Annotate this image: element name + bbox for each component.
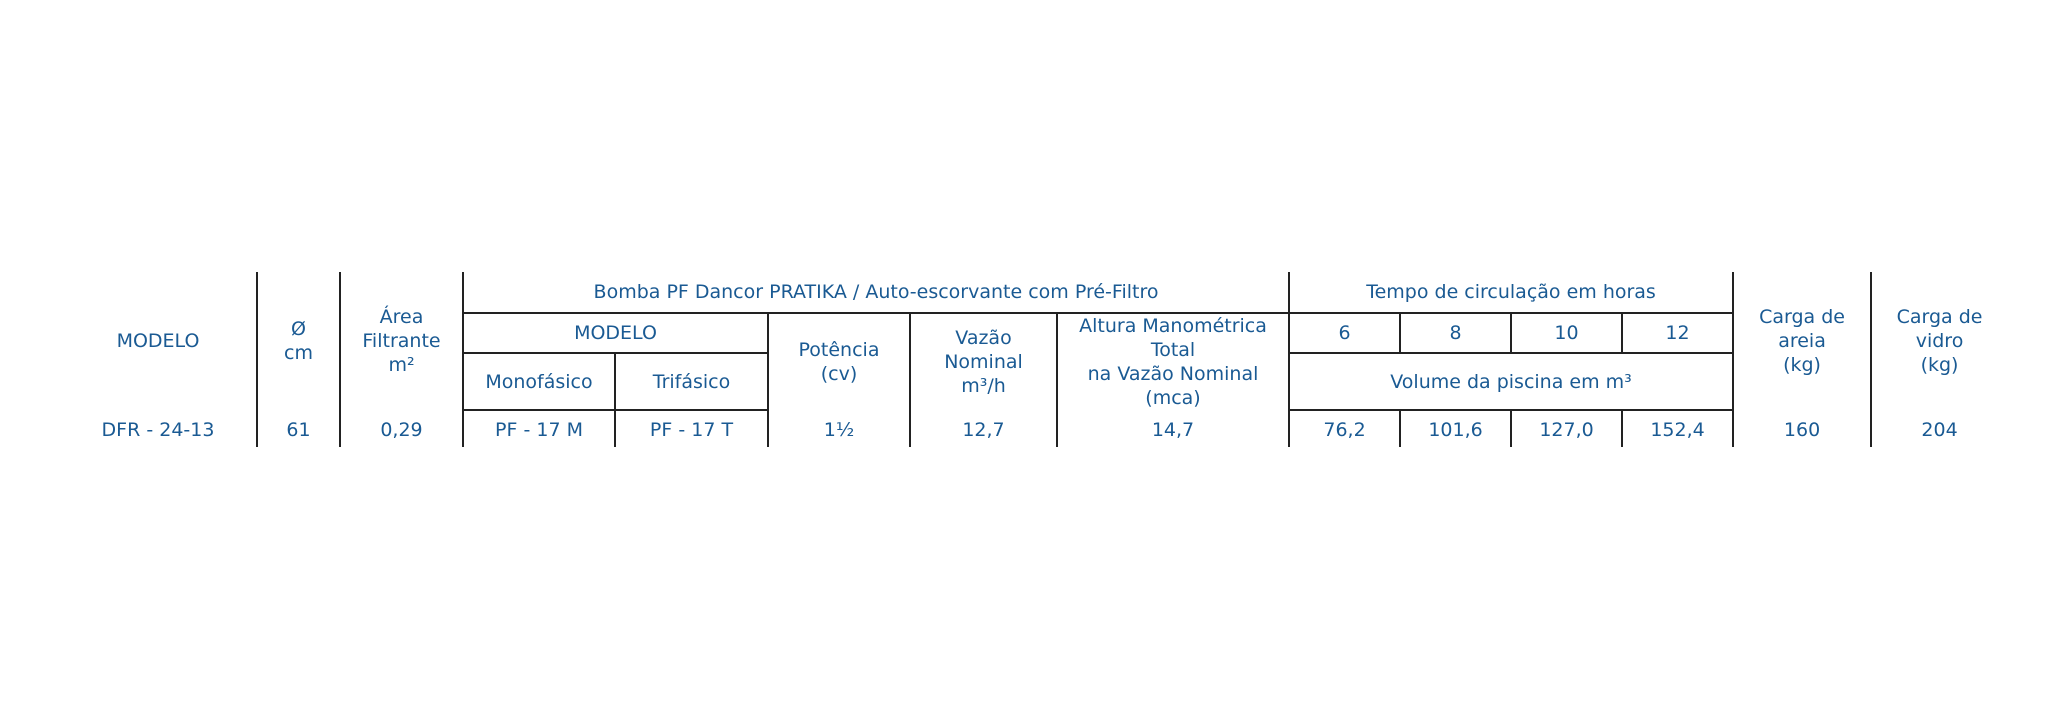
- cell-monofasico: PF - 17 M: [463, 410, 615, 447]
- header-horas-6: 6: [1289, 313, 1400, 353]
- header-altura-line-2: na Vazão Nominal (mca): [1087, 363, 1259, 409]
- header-trifasico: Trifásico: [615, 353, 768, 410]
- header-area-unit: m²: [388, 354, 415, 376]
- header-carga-areia-label: Carga de areia: [1759, 306, 1845, 352]
- cell-carga-vidro: 204: [1921, 418, 1958, 441]
- header-altura-line-1: Altura Manométrica Total: [1079, 315, 1267, 361]
- header-diametro: [257, 272, 340, 410]
- header-vazao-line-2: Nominal: [944, 351, 1023, 373]
- header-vazao-line-1: Vazão: [955, 327, 1012, 349]
- header-area-line-2: Filtrante: [362, 330, 441, 352]
- cell-potencia: 1½: [768, 410, 910, 447]
- cell-diametro: 61: [257, 410, 340, 447]
- header-horas-10: 10: [1511, 313, 1622, 353]
- table-row: [60, 410, 2007, 447]
- header-modelo: MODELO: [60, 272, 257, 410]
- header-carga-vidro-unit: (kg): [1920, 354, 1959, 376]
- cell-volume-12: 152,4: [1622, 410, 1733, 447]
- header-diametro-symbol: Ø: [291, 318, 306, 340]
- cell-volume-6: 76,2: [1289, 410, 1400, 447]
- header-diametro-unit: cm: [284, 342, 313, 364]
- header-potencia-label: Potência: [798, 339, 880, 361]
- header-area-line-1: Área: [379, 306, 424, 328]
- header-carga-vidro-label: Carga de vidro: [1896, 306, 1983, 352]
- header-volume: Volume da piscina em m³: [1289, 353, 1733, 410]
- header-bomba-modelo: MODELO: [463, 313, 768, 353]
- header-potencia: [768, 313, 910, 410]
- header-altura: [1057, 313, 1289, 410]
- header-row-1: [60, 272, 2007, 313]
- spec-table: [60, 272, 2007, 447]
- cell-altura: 14,7: [1057, 410, 1289, 447]
- header-vazao-unit: m³/h: [961, 375, 1006, 397]
- header-carga-vidro: [1871, 272, 2007, 410]
- cell-volume-10: 127,0: [1511, 410, 1622, 447]
- header-vazao: [910, 313, 1057, 410]
- cell-modelo: DFR - 24-13: [60, 410, 257, 447]
- header-tempo-group: Tempo de circulação em horas: [1289, 272, 1733, 313]
- cell-vazao: 12,7: [910, 410, 1057, 447]
- cell-area: 0,29: [340, 410, 463, 447]
- header-horas-12: 12: [1622, 313, 1733, 353]
- header-bomba-group: Bomba PF Dancor PRATIKA / Auto-escorvante com Pré-Filtro: [463, 272, 1289, 313]
- header-horas-8: 8: [1400, 313, 1511, 353]
- cell-trifasico: PF - 17 T: [615, 410, 768, 447]
- header-carga-areia: [1733, 272, 1871, 410]
- header-carga-areia-unit: (kg): [1783, 354, 1821, 376]
- header-monofasico: Monofásico: [463, 353, 615, 410]
- header-area-filtrante: [340, 272, 463, 410]
- header-potencia-unit: (cv): [820, 363, 858, 385]
- cell-volume-8: 101,6: [1400, 410, 1511, 447]
- cell-carga-areia: 160: [1733, 410, 1871, 447]
